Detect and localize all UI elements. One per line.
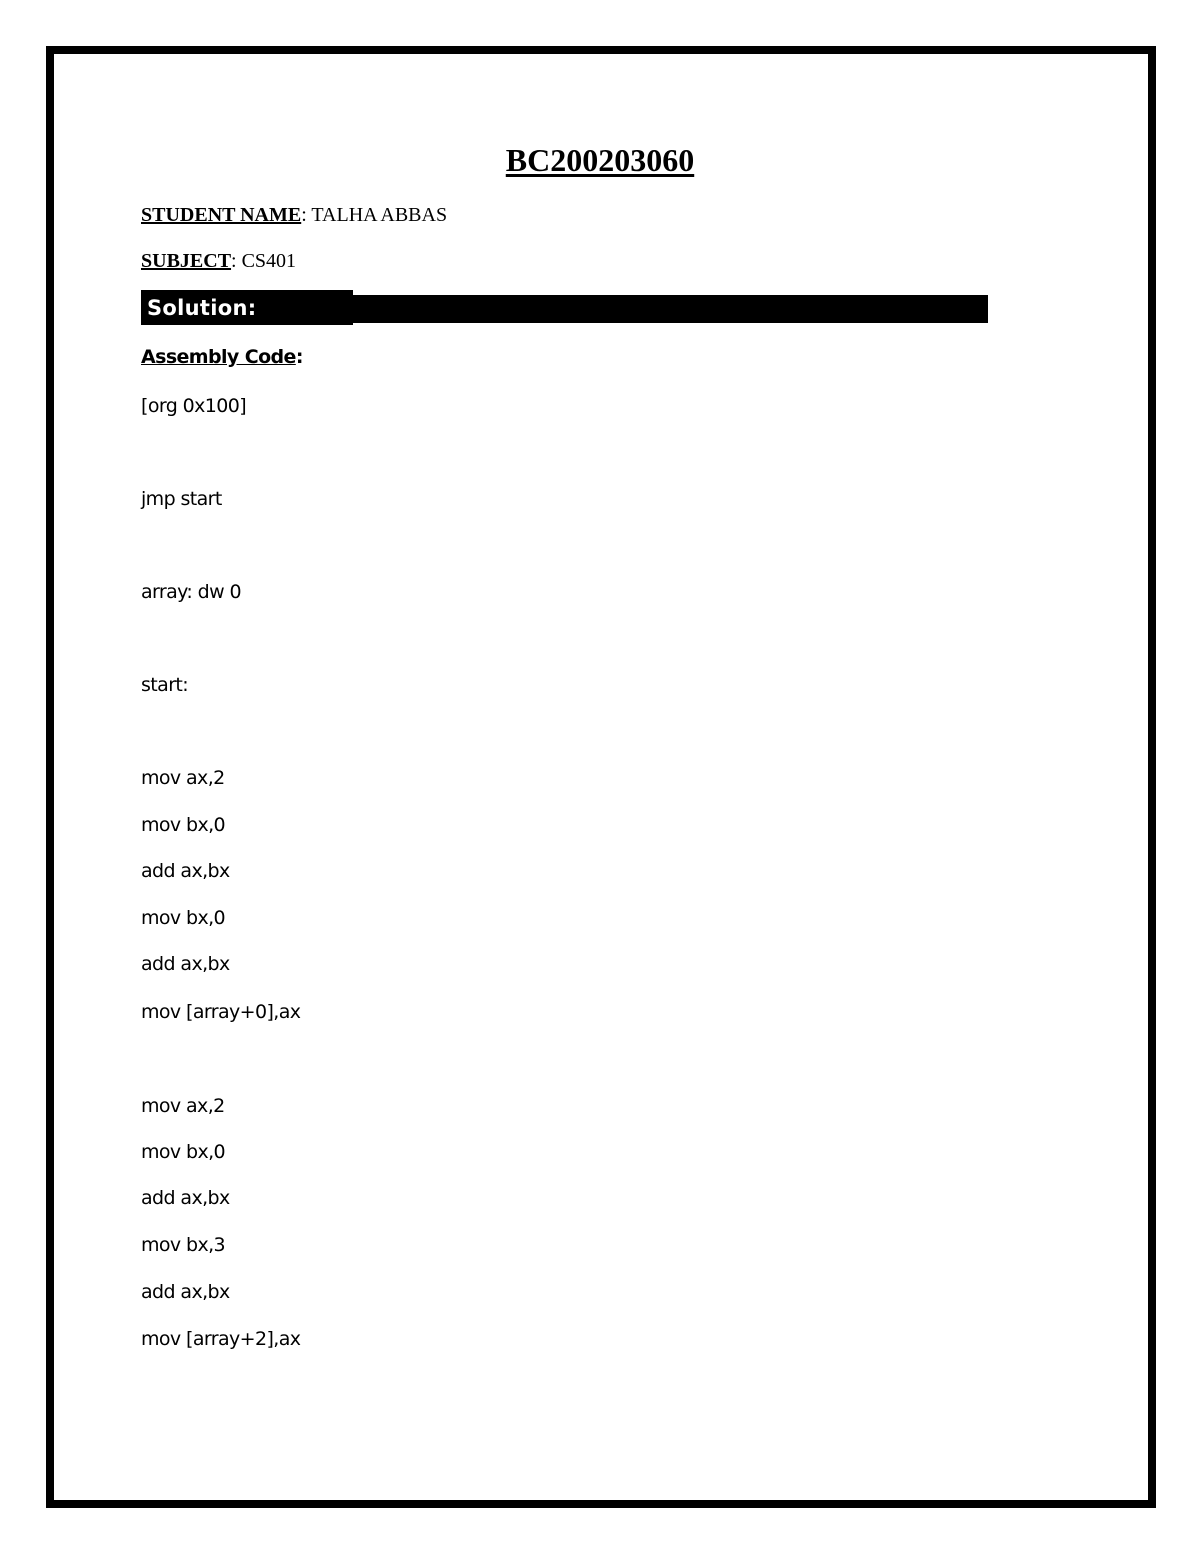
code-line: add ax,bx [141,1281,230,1303]
code-line: add ax,bx [141,860,230,882]
code-line: mov [array+0],ax [141,1001,301,1023]
code-line: array: dw 0 [141,581,242,603]
student-name-line [141,202,447,228]
subject-separator: : [231,250,242,272]
subject-value: CS401 [241,250,297,272]
code-line: add ax,bx [141,953,230,975]
document-title: BC200203060 [505,142,695,178]
assembly-code-heading [141,344,303,370]
code-line: mov [array+2],ax [141,1328,301,1350]
code-line: jmp start [141,488,222,510]
subject-line [141,248,296,274]
code-line: mov bx,0 [141,814,226,836]
assembly-code-colon: : [295,346,303,368]
code-line: [org 0x100] [141,395,247,417]
student-name-separator: : [301,204,312,226]
assembly-code-label: Assembly Code [141,346,296,368]
code-line: mov ax,2 [141,1095,225,1117]
subject-label: SUBJECT [141,250,232,272]
code-line: mov bx,3 [141,1234,226,1256]
student-name-value: TALHA ABBAS [311,204,448,226]
code-line: add ax,bx [141,1187,230,1209]
solution-heading: Solution: [147,296,257,320]
code-line: start: [141,674,189,696]
code-line: mov bx,0 [141,1141,226,1163]
code-line: mov bx,0 [141,907,226,929]
student-name-label: STUDENT NAME [141,204,302,226]
code-line: mov ax,2 [141,767,225,789]
